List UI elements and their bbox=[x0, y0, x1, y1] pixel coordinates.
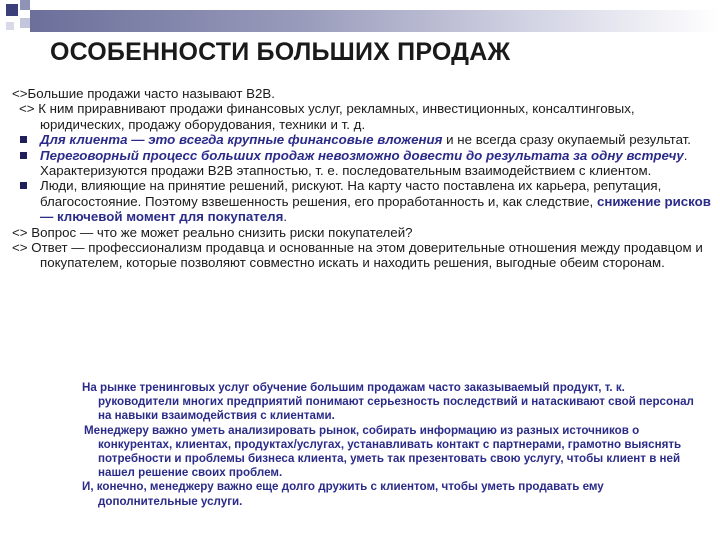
note-manager-skills: Менеджеру важно уметь анализировать рынок, собирать информацию из разных источников о конкурентах, клиентах, продуктах/услугах, устанавливать контакт с партнерами, грамотно выяснять потребности и проблемы бизнеса клиента, уметь так презентовать свою услугу, чтобы клиент в ней нашел решение своих проблем. bbox=[84, 423, 682, 480]
notes-block bbox=[70, 381, 700, 509]
paragraph-text: . bbox=[283, 209, 288, 225]
paragraph-text: Люди, влияющие на принятие решений, рискуют. На карту часто поставлена их карьера, репутация, благосостояние. Поэтому взвешенность решения, его проработанность и, как следствие, bbox=[40, 178, 662, 209]
deco-square bbox=[6, 4, 18, 16]
paragraph-risk bbox=[12, 178, 712, 224]
paragraph-negotiation bbox=[12, 148, 712, 179]
note-friendship: И, конечно, менеджеру важно еще долго дружить с клиентом, чтобы уметь продавать ему дополнительные услуги. bbox=[82, 480, 604, 508]
highlight-text: снижение рисков — ключевой момент для покупателя bbox=[40, 193, 711, 225]
page-title: ОСОБЕННОСТИ БОЛЬШИХ ПРОДАЖ bbox=[50, 38, 511, 66]
paragraph-client bbox=[12, 132, 712, 147]
paragraph-equivalents: <> К ним приравнивают продажи финансовых услуг, рекламных, инвестиционных, консалтинговых, юридических, продажу оборудования, техники и т. д. bbox=[19, 101, 635, 132]
bullet-icon bbox=[20, 152, 27, 159]
note-training: На рынке тренинговых услуг обучение большим продажам часто заказываемый продукт, т. к. руководители многих предприятий понимают серьезность последствий и натаскивают свой персонал на навыки взаимодействия с клиентами. bbox=[82, 381, 694, 423]
paragraph-question: <> Вопрос — что же может реально снизить риски покупателей? bbox=[12, 224, 413, 240]
highlight-text: Переговорный процесс больших продаж невозможно довести до результата за одну встречу bbox=[40, 147, 684, 163]
header-gradient-bar bbox=[30, 10, 720, 32]
paragraph-answer: <> Ответ — профессионализм продавца и основанные на этом доверительные отношения между продавцом и покупателем, которые позволяют совместно искать и находить решения, выгодные обеим сторонам. bbox=[12, 240, 703, 271]
bullet-icon bbox=[20, 136, 27, 143]
deco-square bbox=[6, 22, 14, 30]
highlight-text: Для клиента — это всегда крупные финансовые вложения bbox=[40, 132, 443, 148]
main-text bbox=[12, 86, 712, 271]
paragraph-b2b: <>Большие продажи часто называют B2B. bbox=[12, 86, 275, 101]
paragraph-text: и не всегда сразу окупаемый результат. bbox=[442, 132, 691, 148]
header-decoration bbox=[0, 0, 720, 40]
deco-square bbox=[20, 0, 30, 10]
paragraph-text: . Характеризуются продажи B2B этапностью, т. е. последовательным взаимодействием с клиентом. bbox=[40, 147, 688, 179]
bullet-icon bbox=[20, 182, 27, 189]
deco-square bbox=[20, 18, 30, 28]
